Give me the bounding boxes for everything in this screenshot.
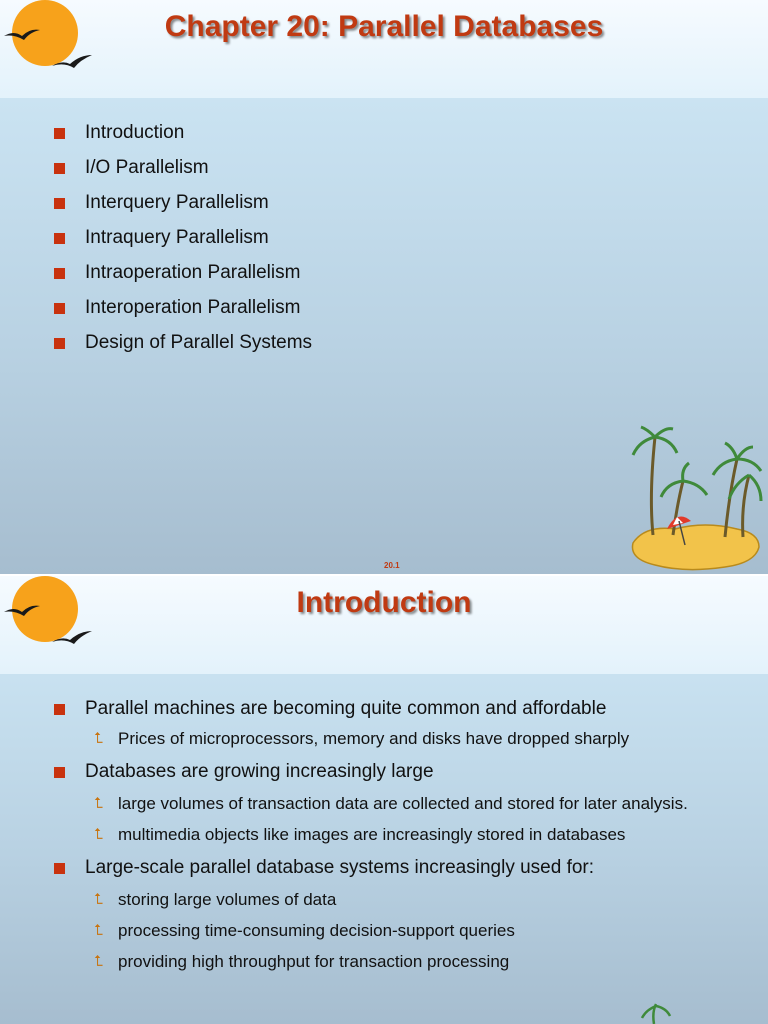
slide-title: Chapter 20: Parallel Databases [164,10,604,43]
list-item: Design of Parallel Systems [50,331,312,366]
sub-list-item: ⮤ Prices of microprocessors, memory and disks have dropped sharply [94,729,630,748]
list-item: Intraquery Parallelism [50,226,312,261]
sub-list-item: ⮤ multimedia objects like images are increasingly stored in databases [94,825,626,844]
list-item: Parallel machines are becoming quite common and affordable [50,697,740,721]
hook-bullet-icon: ⮤ [94,730,103,747]
square-bullet-icon [54,338,65,349]
list-item: Interoperation Parallelism [50,296,312,331]
sub-list-item: ⮤ providing high throughput for transaction processing [94,952,510,971]
square-bullet-icon [54,233,65,244]
square-bullet-icon [54,128,65,139]
square-bullet-icon [54,863,65,874]
square-bullet-icon [54,163,65,174]
hook-bullet-icon: ⮤ [94,891,103,908]
list-item: Interquery Parallelism [50,191,312,226]
square-bullet-icon [54,767,65,778]
hook-bullet-icon: ⮤ [94,953,103,970]
slide-title: Introduction [296,586,472,619]
palm-island-icon [625,425,763,573]
hook-bullet-icon: ⮤ [94,922,103,939]
list-item: Large-scale parallel database systems increasingly used for: [50,856,740,880]
square-bullet-icon [54,268,65,279]
hook-bullet-icon: ⮤ [94,826,103,843]
hook-bullet-icon: ⮤ [94,795,103,812]
slide-2 [0,576,768,1024]
sub-list-item: ⮤ large volumes of transaction data are collected and stored for later analysis. [94,794,688,813]
page-number: 20.1 [384,561,400,570]
list-item: Intraoperation Parallelism [50,261,312,296]
list-item: I/O Parallelism [50,156,312,191]
topic-list [50,121,312,366]
sub-list-item: ⮤ processing time-consuming decision-support queries [94,921,515,940]
palm-island-icon [640,1002,680,1024]
list-item: Databases are growing increasingly large [50,760,740,784]
square-bullet-icon [54,704,65,715]
sub-list-item: ⮤ storing large volumes of data [94,890,337,909]
list-item: Introduction [50,121,312,156]
square-bullet-icon [54,303,65,314]
square-bullet-icon [54,198,65,209]
content-list [50,697,740,973]
